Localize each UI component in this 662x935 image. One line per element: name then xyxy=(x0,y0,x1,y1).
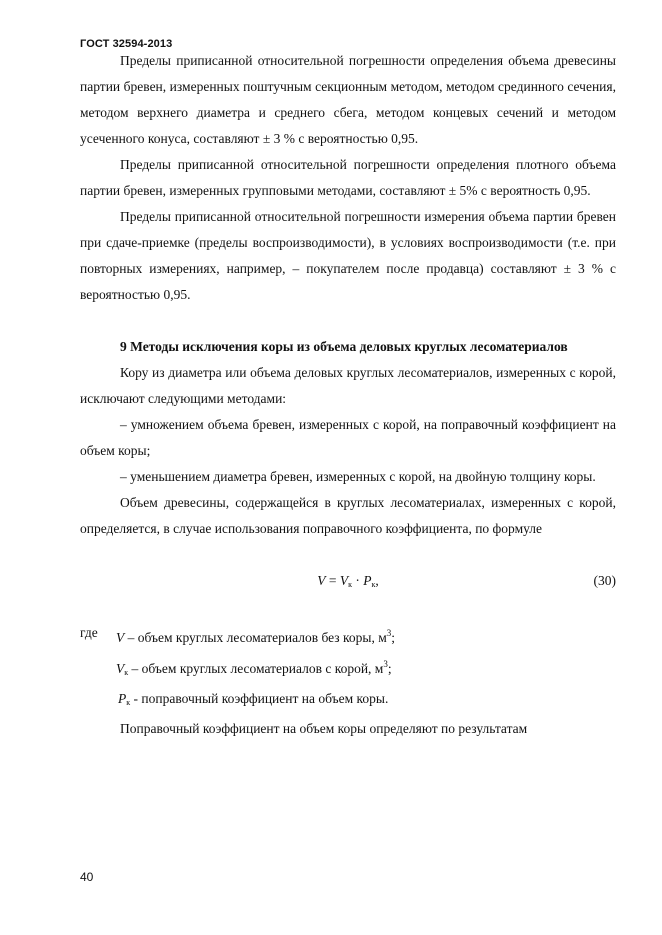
list-item-1: – умножением объема бревен, измеренных с корой, на поправочный коэффициент на объем коры; xyxy=(80,417,616,458)
spacer xyxy=(80,308,616,334)
paragraph-3: Пределы приписанной относительной погрешности измерения объема партии бревен при сдаче-приемке (пределы воспроизводимости), в условиях воспроизводимости (т.е. при повторных измерениях, например, – покупателем после продавца) составляют ± 3 % с вероятностью 0,95. xyxy=(80,209,616,302)
page-number: 40 xyxy=(80,870,94,884)
formula-30 xyxy=(80,568,616,594)
last-paragraph: Поправочный коэффициент на объем коры определяют по результатам xyxy=(120,721,528,736)
paragraph-1: Пределы приписанной относительной погрешности определения объема древесины партии бревен, измеренных поштучным секционным методом, методом срединного сечения, методом верхнего диаметра и среднего сбега, методом концевых сечений и методом усеченного конуса, составляют ± 3 % с вероятностью 0,95. xyxy=(80,53,616,146)
formula-expression: $V = V_к \cdot P_к$, xyxy=(317,573,379,589)
where-line-2: $V_к$ – объем круглых лесоматериалов с корой, $м^3$; xyxy=(116,659,392,677)
section-paragraph-2: Объем древесины, содержащейся в круглых лесоматериалах, измеренных с корой, определяется, в случае использования поправочного коэффициента, по формуле xyxy=(80,495,616,536)
standard-code: ГОСТ 32594-2013 xyxy=(80,38,173,50)
where-line-3: $P_к$ - поправочный коэффициент на объем коры. xyxy=(118,691,389,707)
section-paragraph-1: Кору из диаметра или объема деловых круглых лесоматериалов, измеренных с корой, исключают следующими методами: xyxy=(80,365,616,406)
paragraph-2: Пределы приписанной относительной погрешности определения плотного объема партии бревен, измеренных групповыми методами, составляют ± 5% с вероятность 0,95. xyxy=(80,157,616,198)
section-heading: 9 Методы исключения коры из объема деловых круглых лесоматериалов xyxy=(120,339,568,354)
document-body xyxy=(80,48,616,742)
formula-number: (30) xyxy=(593,573,616,588)
list-item-2: – уменьшением диаметра бревен, измеренных с корой, на двойную толщину коры. xyxy=(120,469,596,484)
where-line-1: где V – объем круглых лесоматериалов без коры, $м^3$; xyxy=(80,625,396,645)
